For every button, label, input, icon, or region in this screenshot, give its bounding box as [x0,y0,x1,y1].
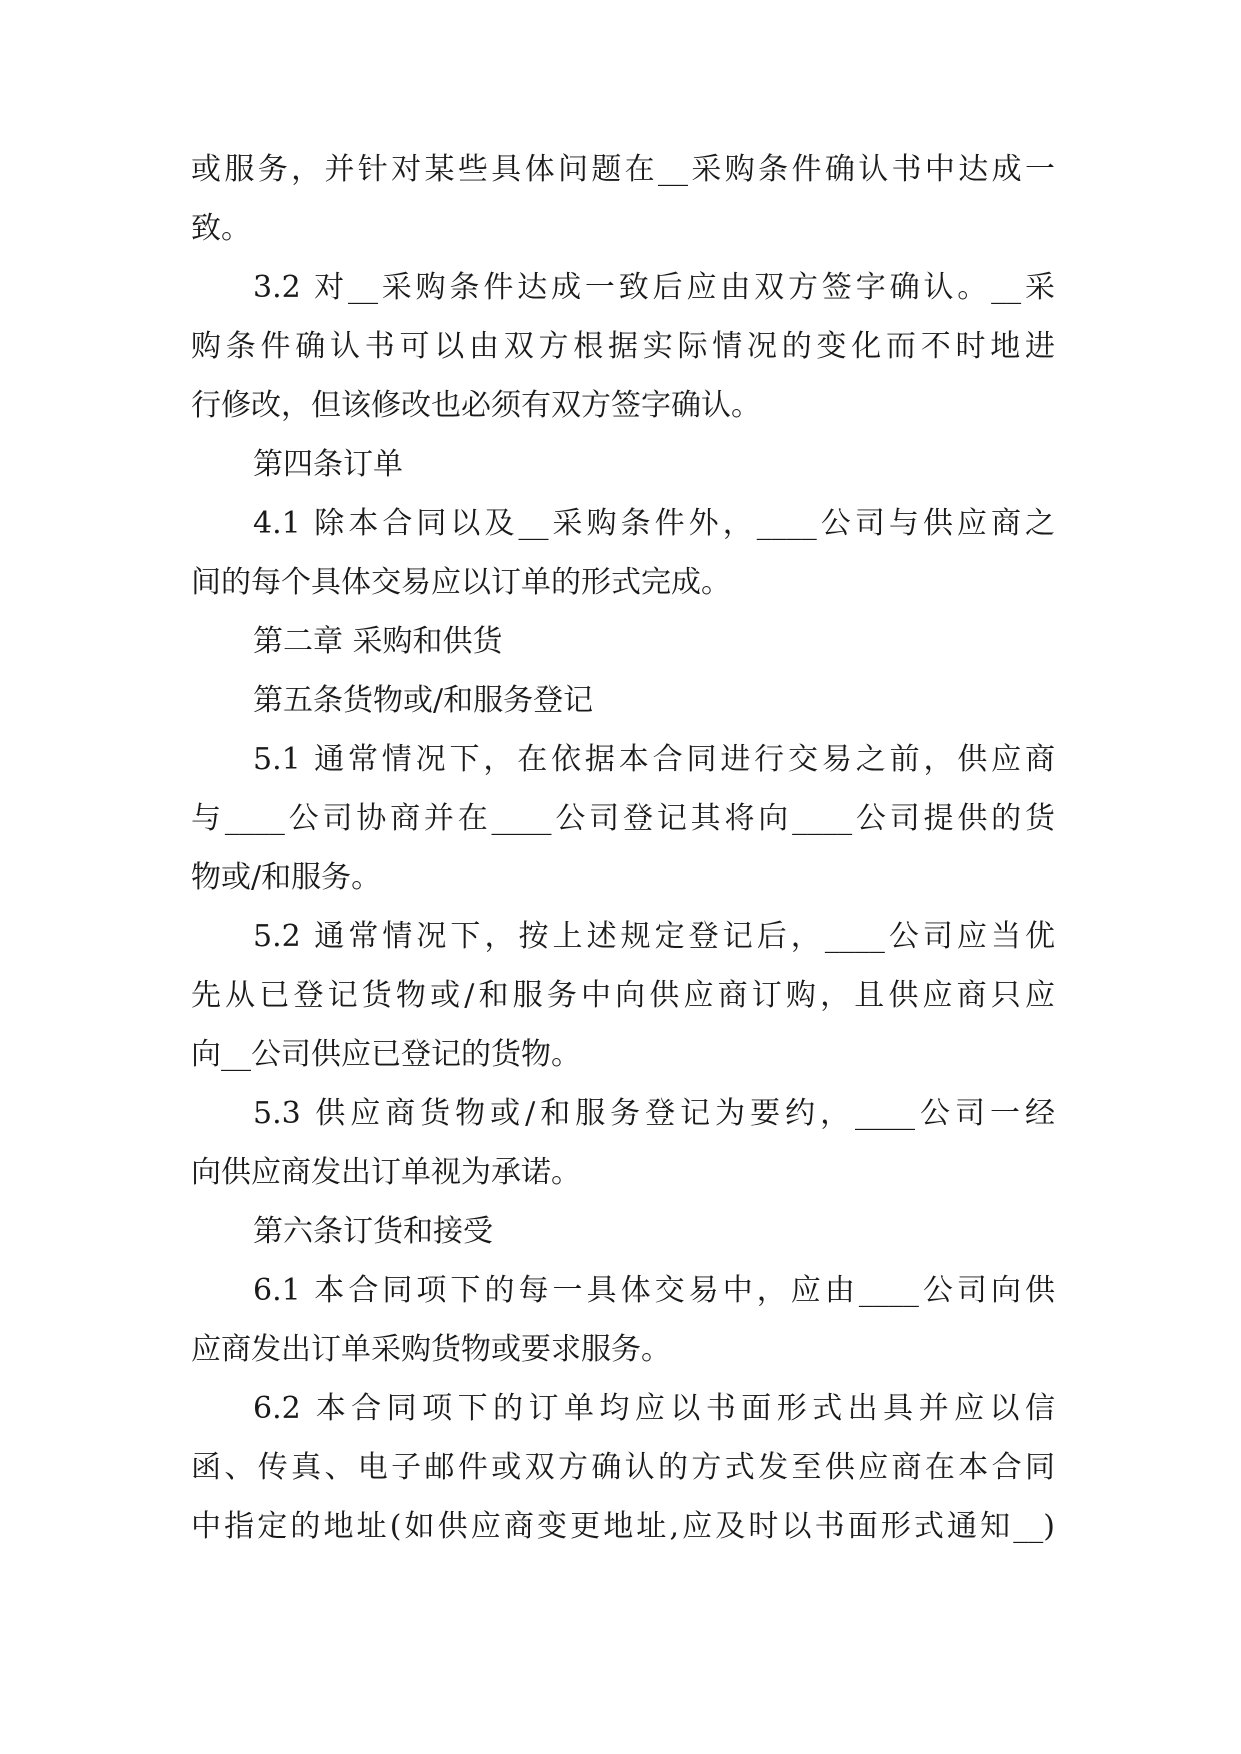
clause-line: 5.3 供应商货物或/和服务登记为要约，____公司一经 [253,1096,1055,1131]
article-heading: 第四条订单 [253,447,403,482]
text-line: 函、传真、电子邮件或双方确认的方式发至供应商在本合同 [191,1450,1055,1485]
text-line: 行修改，但该修改也必须有双方签字确认。 [191,388,761,423]
text-line: 与____公司协商并在____公司登记其将向____公司提供的货 [191,801,1055,836]
text-line: 应商发出订单采购货物或要求服务。 [191,1332,671,1367]
text-line: 致。 [191,211,251,246]
clause-line: 6.1 本合同项下的每一具体交易中，应由____公司向供 [253,1273,1055,1308]
text-line: 先从已登记货物或/和服务中向供应商订购，且供应商只应 [191,978,1055,1013]
clause-line: 6.2 本合同项下的订单均应以书面形式出具并应以信 [253,1391,1055,1426]
document-page [191,140,1055,1556]
chapter-heading: 第二章 采购和供货 [253,624,503,659]
clause-line: 5.2 通常情况下，按上述规定登记后，____公司应当优 [253,919,1055,954]
clause-line: 5.1 通常情况下，在依据本合同进行交易之前，供应商 [253,742,1055,777]
text-line: 间的每个具体交易应以订单的形式完成。 [191,565,731,600]
clause-line: 3.2 对__采购条件达成一致后应由双方签字确认。__采 [253,270,1055,305]
article-heading: 第六条订货和接受 [253,1214,493,1249]
text-line: 或服务，并针对某些具体问题在__采购条件确认书中达成一 [191,152,1055,187]
clause-line: 4.1 除本合同以及__采购条件外，____公司与供应商之 [253,506,1055,541]
text-line: 向__公司供应已登记的货物。 [191,1037,581,1072]
text-line: 中指定的地址(如供应商变更地址,应及时以书面形式通知__) [191,1509,1055,1544]
text-line: 购条件确认书可以由双方根据实际情况的变化而不时地进 [191,329,1055,364]
article-heading: 第五条货物或/和服务登记 [253,683,594,718]
text-line: 物或/和服务。 [191,860,382,895]
text-line: 向供应商发出订单视为承诺。 [191,1155,581,1190]
